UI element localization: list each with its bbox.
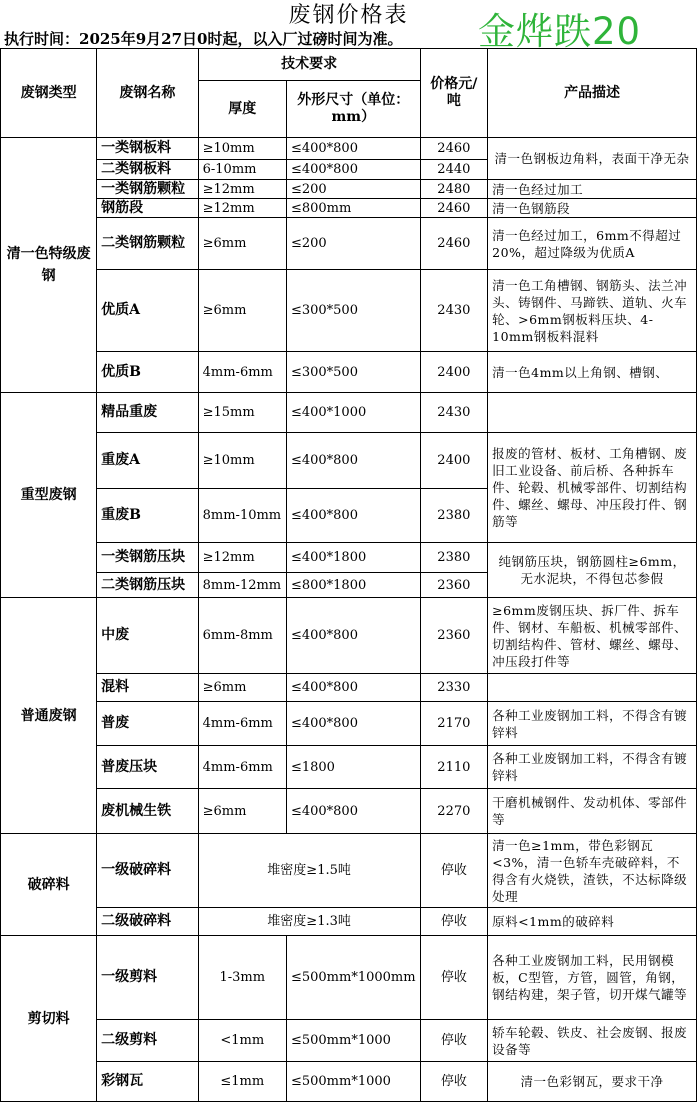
size-cell: ≤800mm xyxy=(286,199,420,218)
spec-cell: 堆密度≥1.5吨 xyxy=(198,834,420,908)
name-cell: 一类钢板料 xyxy=(97,138,198,160)
desc-cell: 轿车轮毂、铁皮、社会废钢、报废设备等 xyxy=(488,1020,697,1062)
size-cell: ≤400*800 xyxy=(286,138,420,160)
thickness-cell: ≥12mm xyxy=(198,180,286,199)
price-cell: 2460 xyxy=(420,199,488,218)
type-cell: 普通废钢 xyxy=(1,598,97,834)
desc-cell: 原料<1mm的破碎料 xyxy=(488,908,697,936)
price-cell: 2430 xyxy=(420,270,488,352)
price-cell: 2270 xyxy=(420,789,488,834)
name-cell: 优质B xyxy=(97,352,198,393)
size-cell: ≤500mm*1000 xyxy=(286,1020,420,1062)
price-change-stamp: 金烨跌20 xyxy=(478,10,642,53)
price-cell: 2460 xyxy=(420,218,488,270)
desc-cell: 各种工业废钢加工料，不得含有镀锌料 xyxy=(488,746,697,789)
header-desc: 产品描述 xyxy=(488,49,697,138)
size-cell: ≤400*800 xyxy=(286,160,420,180)
desc-cell: 清一色4mm以上角钢、槽钢、 xyxy=(488,352,697,393)
thickness-cell: ≥6mm xyxy=(198,789,286,834)
thickness-cell: <1mm xyxy=(198,1020,286,1062)
size-cell: ≤800*1800 xyxy=(286,573,420,598)
size-cell: ≤200 xyxy=(286,218,420,270)
thickness-cell: ≥10mm xyxy=(198,138,286,160)
desc-cell xyxy=(488,674,697,702)
header-tech: 技术要求 xyxy=(198,49,420,81)
size-cell: ≤300*500 xyxy=(286,352,420,393)
size-cell: ≤300*500 xyxy=(286,270,420,352)
price-cell: 2380 xyxy=(420,543,488,573)
size-cell: ≤400*800 xyxy=(286,702,420,746)
spec-cell: 堆密度≥1.3吨 xyxy=(198,908,420,936)
thickness-cell: 4mm-6mm xyxy=(198,746,286,789)
desc-cell: ≥6mm废钢压块、拆厂件、拆车件、钢材、车船板、机械零部件、切割结构件、管材、螺丝、螺母、冲压段打件等 xyxy=(488,598,697,674)
price-cell: 2400 xyxy=(420,352,488,393)
size-cell: ≤400*1800 xyxy=(286,543,420,573)
price-cell: 2430 xyxy=(420,393,488,433)
price-cell: 2110 xyxy=(420,746,488,789)
size-cell: ≤400*800 xyxy=(286,674,420,702)
desc-cell: 清一色钢板边角料，表面干净无杂 xyxy=(488,138,697,180)
price-cell: 2360 xyxy=(420,573,488,598)
price-cell: 停收 xyxy=(420,908,488,936)
price-cell: 2440 xyxy=(420,160,488,180)
desc-cell: 干磨机械钢件、发动机体、零部件等 xyxy=(488,789,697,834)
name-cell: 普废 xyxy=(97,702,198,746)
size-cell: ≤500mm*1000mm xyxy=(286,936,420,1020)
desc-cell: 各种工业废钢加工料，民用钢模板，C型管，方管，圆管，角钢，钢结构建，架子管，切开煤气罐等 xyxy=(488,936,697,1020)
price-table xyxy=(0,48,697,1102)
thickness-cell: ≥6mm xyxy=(198,674,286,702)
desc-cell: 清一色钢筋段 xyxy=(488,199,697,218)
thickness-cell: ≤1mm xyxy=(198,1062,286,1102)
size-cell: ≤500mm*1000 xyxy=(286,1062,420,1102)
page-title: 废钢价格表 xyxy=(288,3,409,28)
name-cell: 废机械生铁 xyxy=(97,789,198,834)
price-cell: 2460 xyxy=(420,138,488,160)
thickness-cell: ≥12mm xyxy=(198,543,286,573)
name-cell: 一级破碎料 xyxy=(97,834,198,908)
price-cell: 停收 xyxy=(420,936,488,1020)
desc-cell: 清一色工角槽钢、钢筋头、法兰冲头、铸钢件、马蹄铁、道轨、火车轮、>6mm钢板料压块、4-10mm钢板料混料 xyxy=(488,270,697,352)
size-cell: ≤1800 xyxy=(286,746,420,789)
name-cell: 混料 xyxy=(97,674,198,702)
name-cell: 精品重废 xyxy=(97,393,198,433)
desc-cell: 清一色经过加工 xyxy=(488,180,697,199)
desc-cell: 报废的管材、板材、工角槽钢、废旧工业设备、前后桥、各种拆车件、轮毂、机械零部件、切割结构件、螺丝、螺母、冲压段打件、钢筋等 xyxy=(488,433,697,543)
name-cell: 二类钢板料 xyxy=(97,160,198,180)
name-cell: 重废A xyxy=(97,433,198,489)
thickness-cell: 6-10mm xyxy=(198,160,286,180)
name-cell: 普废压块 xyxy=(97,746,198,789)
name-cell: 一类钢筋压块 xyxy=(97,543,198,573)
size-cell: ≤200 xyxy=(286,180,420,199)
name-cell: 中废 xyxy=(97,598,198,674)
size-cell: ≤400*1000 xyxy=(286,393,420,433)
price-cell: 2330 xyxy=(420,674,488,702)
name-cell: 重废B xyxy=(97,489,198,543)
desc-cell: 清一色经过加工，6mm不得超过20%，超过降级为优质A xyxy=(488,218,697,270)
thickness-cell: ≥6mm xyxy=(198,218,286,270)
name-cell: 钢筋段 xyxy=(97,199,198,218)
type-cell: 剪切料 xyxy=(1,936,97,1102)
name-cell: 一级剪料 xyxy=(97,936,198,1020)
header-price: 价格元/吨 xyxy=(420,49,488,138)
price-cell: 2360 xyxy=(420,598,488,674)
price-cell: 2380 xyxy=(420,489,488,543)
thickness-cell: 4mm-6mm xyxy=(198,702,286,746)
size-cell: ≤400*800 xyxy=(286,789,420,834)
desc-cell: 各种工业废钢加工料，不得含有镀锌料 xyxy=(488,702,697,746)
header-name: 废钢名称 xyxy=(97,49,198,138)
thickness-cell: 1-3mm xyxy=(198,936,286,1020)
type-cell: 重型废钢 xyxy=(1,393,97,598)
name-cell: 优质A xyxy=(97,270,198,352)
thickness-cell: 8mm-10mm xyxy=(198,489,286,543)
thickness-cell: 6mm-8mm xyxy=(198,598,286,674)
thickness-cell: ≥6mm xyxy=(198,270,286,352)
thickness-cell: ≥12mm xyxy=(198,199,286,218)
name-cell: 彩钢瓦 xyxy=(97,1062,198,1102)
header-size: 外形尺寸（单位：mm） xyxy=(286,81,420,138)
size-cell: ≤400*800 xyxy=(286,489,420,543)
execution-time-note: 执行时间：2025年9月27日0时起，以入厂过磅时间为准。 xyxy=(4,30,403,48)
desc-cell: 清一色彩钢瓦，要求干净 xyxy=(488,1062,697,1102)
desc-cell: 纯钢筋压块，钢筋圆柱≥6mm，无水泥块，不得包芯参假 xyxy=(488,543,697,598)
size-cell: ≤400*800 xyxy=(286,598,420,674)
thickness-cell: 4mm-6mm xyxy=(198,352,286,393)
thickness-cell: 8mm-12mm xyxy=(198,573,286,598)
price-cell: 2400 xyxy=(420,433,488,489)
name-cell: 一类钢筋颗粒 xyxy=(97,180,198,199)
name-cell: 二级破碎料 xyxy=(97,908,198,936)
desc-cell xyxy=(488,393,697,433)
name-cell: 二级剪料 xyxy=(97,1020,198,1062)
thickness-cell: ≥15mm xyxy=(198,393,286,433)
header-thickness: 厚度 xyxy=(198,81,286,138)
desc-cell: 清一色≥1mm，带色彩钢瓦<3%，清一色轿车壳破碎料，不得含有火烧铁，渣铁，不达标降级处理 xyxy=(488,834,697,908)
size-cell: ≤400*800 xyxy=(286,433,420,489)
price-cell: 停收 xyxy=(420,1062,488,1102)
name-cell: 二类钢筋颗粒 xyxy=(97,218,198,270)
price-cell: 2170 xyxy=(420,702,488,746)
name-cell: 二类钢筋压块 xyxy=(97,573,198,598)
header-type: 废钢类型 xyxy=(1,49,97,138)
type-cell: 破碎料 xyxy=(1,834,97,936)
price-cell: 停收 xyxy=(420,834,488,908)
type-cell: 清一色特级废钢 xyxy=(1,138,97,393)
thickness-cell: ≥10mm xyxy=(198,433,286,489)
price-cell: 2480 xyxy=(420,180,488,199)
price-cell: 停收 xyxy=(420,1020,488,1062)
